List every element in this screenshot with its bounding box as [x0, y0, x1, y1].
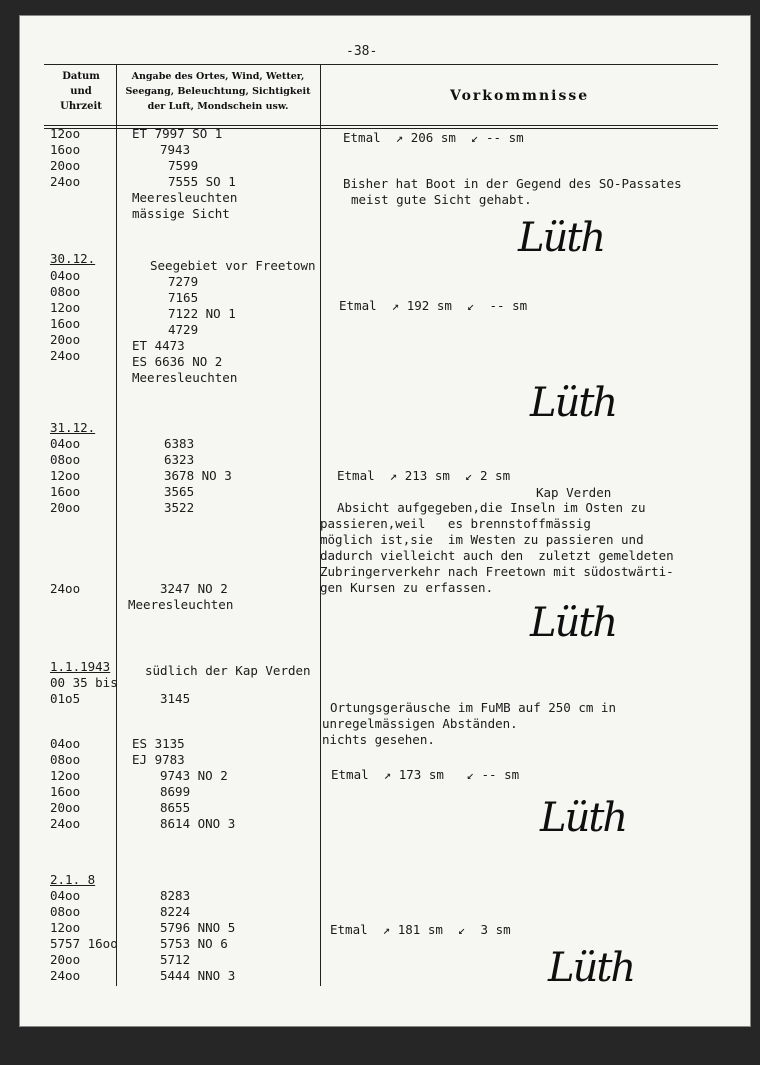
- position-entry: 9743 NO 2: [160, 768, 228, 783]
- time-entry: 01o5: [50, 691, 81, 706]
- time-entry: 16oo: [50, 784, 81, 799]
- event-entry: Etmal ↗ 181 sm ↙ 3 sm: [330, 922, 511, 937]
- position-entry: 6383: [164, 436, 195, 451]
- position-entry: ET 4473: [132, 338, 185, 353]
- header-col1-line: Datum: [62, 71, 100, 82]
- time-entry: 20oo: [50, 952, 81, 967]
- position-entry: 5712: [160, 952, 191, 967]
- header-col2-line: Seegang, Beleuchtung, Sichtigkeit: [125, 86, 311, 97]
- position-entry: 3247 NO 2: [160, 581, 228, 596]
- position-entry: Meeresleuchten: [132, 370, 238, 385]
- position-entry: 3145: [160, 691, 191, 706]
- time-entry: 24oo: [50, 174, 81, 189]
- header-events: Vorkommnisse: [450, 88, 590, 104]
- event-entry: möglich ist,sie im Westen zu passieren und: [320, 532, 644, 547]
- header-col1-line: Uhrzeit: [60, 101, 102, 112]
- signature: Lüth: [540, 795, 627, 841]
- page-number: -38-: [346, 44, 378, 59]
- time-entry: 20oo: [50, 800, 81, 815]
- time-entry: 00 35 bis: [50, 675, 118, 690]
- position-entry: 3565: [164, 484, 195, 499]
- event-entry: Etmal ↗ 173 sm ↙ -- sm: [331, 767, 520, 782]
- time-entry: 24oo: [50, 816, 81, 831]
- signature: Lüth: [548, 945, 635, 991]
- time-entry: 31.12.: [50, 420, 96, 435]
- time-entry: 16oo: [50, 142, 81, 157]
- event-entry: dadurch vielleicht auch den zuletzt gemeldeten: [320, 548, 674, 563]
- position-entry: 7279: [168, 274, 199, 289]
- position-entry: ES 3135: [132, 736, 185, 751]
- position-entry: 7599: [168, 158, 199, 173]
- time-entry: 24oo: [50, 968, 81, 983]
- time-entry: 30.12.: [50, 251, 96, 266]
- time-entry: 2.1. 8: [50, 872, 96, 887]
- position-entry: 7122 NO 1: [168, 306, 236, 321]
- time-entry: 20oo: [50, 332, 81, 347]
- signature: Lüth: [530, 380, 617, 426]
- position-entry: 8283: [160, 888, 191, 903]
- position-entry: 8655: [160, 800, 191, 815]
- event-entry: Bisher hat Boot in der Gegend des SO-Passates: [343, 176, 682, 191]
- time-entry: 12oo: [50, 300, 81, 315]
- header-date-time: [48, 69, 114, 114]
- signature: Lüth: [530, 600, 617, 646]
- time-entry: 04oo: [50, 736, 81, 751]
- time-entry: 04oo: [50, 268, 81, 283]
- column-divider-1: [116, 64, 117, 986]
- position-entry: Meeresleuchten: [128, 597, 234, 612]
- event-entry: gen Kursen zu erfassen.: [320, 580, 494, 595]
- position-entry: mässige Sicht: [132, 206, 230, 221]
- position-entry: 4729: [168, 322, 199, 337]
- header-col1-line: und: [70, 86, 92, 97]
- event-entry: Zubringerverkehr nach Freetown mit südostwärti-: [320, 564, 674, 579]
- header-location-weather: [120, 69, 316, 114]
- position-entry: 7555 SO 1: [168, 174, 236, 189]
- event-entry: unregelmässigen Abständen.: [322, 716, 518, 731]
- time-entry: 12oo: [50, 768, 81, 783]
- time-entry: 12oo: [50, 920, 81, 935]
- time-entry: 04oo: [50, 888, 81, 903]
- position-entry: Seegebiet vor Freetown: [150, 258, 316, 273]
- event-entry: Etmal ↗ 206 sm ↙ -- sm: [343, 130, 524, 145]
- position-entry: 7943: [160, 142, 191, 157]
- position-entry: 8614 ONO 3: [160, 816, 236, 831]
- position-entry: EJ 9783: [132, 752, 185, 767]
- time-entry: 16oo: [50, 316, 81, 331]
- time-entry: 1.1.1943: [50, 659, 111, 674]
- signature: Lüth: [518, 215, 605, 261]
- position-entry: 5753 NO 6: [160, 936, 228, 951]
- time-entry: 5757 16oo: [50, 936, 118, 951]
- event-entry: Etmal ↗ 192 sm ↙ -- sm: [339, 298, 528, 313]
- time-entry: 08oo: [50, 904, 81, 919]
- event-entry: meist gute Sicht gehabt.: [351, 192, 532, 207]
- position-entry: 3678 NO 3: [164, 468, 232, 483]
- position-entry: 5444 NNO 3: [160, 968, 236, 983]
- event-entry: Ortungsgeräusche im FuMB auf 250 cm in: [330, 700, 616, 715]
- position-entry: 8224: [160, 904, 191, 919]
- time-entry: 12oo: [50, 468, 81, 483]
- event-entry: Absicht aufgegeben,die Inseln im Osten zu: [337, 500, 646, 515]
- header-col2-line: Angabe des Ortes, Wind, Wetter,: [131, 71, 305, 82]
- time-entry: 04oo: [50, 436, 81, 451]
- event-entry: Etmal ↗ 213 sm ↙ 2 sm: [337, 468, 511, 483]
- header-col2-line: der Luft, Mondschein usw.: [147, 101, 289, 112]
- event-entry: passieren,weil es brennstoffmässig: [320, 516, 591, 531]
- time-entry: 08oo: [50, 284, 81, 299]
- time-entry: 08oo: [50, 752, 81, 767]
- position-entry: ET 7997 SO 1: [132, 126, 223, 141]
- time-entry: 16oo: [50, 484, 81, 499]
- time-entry: 20oo: [50, 500, 81, 515]
- time-entry: 24oo: [50, 348, 81, 363]
- position-entry: 3522: [164, 500, 195, 515]
- time-entry: 12oo: [50, 126, 81, 141]
- position-entry: südlich der Kap Verden: [145, 663, 311, 678]
- position-entry: 8699: [160, 784, 191, 799]
- position-entry: Meeresleuchten: [132, 190, 238, 205]
- document-page: [20, 16, 750, 1026]
- position-entry: 5796 NNO 5: [160, 920, 236, 935]
- event-entry: Kap Verden: [536, 485, 612, 500]
- time-entry: 20oo: [50, 158, 81, 173]
- position-entry: 7165: [168, 290, 199, 305]
- event-entry: nichts gesehen.: [322, 732, 435, 747]
- time-entry: 24oo: [50, 581, 81, 596]
- header-top-rule: [44, 64, 718, 65]
- position-entry: ES 6636 NO 2: [132, 354, 223, 369]
- position-entry: 6323: [164, 452, 195, 467]
- time-entry: 08oo: [50, 452, 81, 467]
